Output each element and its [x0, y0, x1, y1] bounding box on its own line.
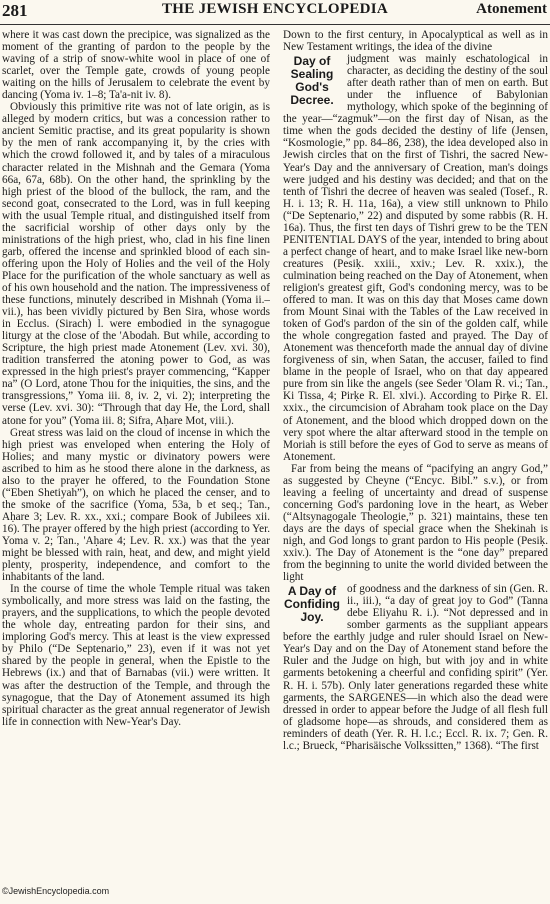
left-column [2, 29, 270, 881]
running-title: THE JEWISH ENCYCLOPEDIA [161, 1, 389, 17]
margin-heading-sealing: Day of Sealing God's Decree. [290, 54, 334, 108]
page-number: 281 [2, 1, 28, 20]
paragraph: Great stress was laid on the cloud of incense in which the high priest was enveloped when entering the Holy of Holies; and many mystic or divinatory powers were ascribed to him as he stood there alone in the darkness, as also to the prayer he offered, to the Foundation Stone (“Eben Shetiyah”), on which he placed the censer, and to the smoke of the sacrifice (Yoma, 53a, b et seq.; Tan., Aḥare 3; Lev. R. xx., xxi.; compare Book of Jubilees xii. 16). The prayer offered by the high priest (according to Yer. Yoma v. 2; Tan., 'Aḥare 4; Lev. R. xx.) was that the year might be blessed with rain, heat, and dew, and might yield plenty, prosperity, independence, and comfort to the inhabitants of the land. [2, 426, 270, 584]
margin-heading-joy: A Day of Confiding Joy. [284, 584, 340, 625]
section-title: Atonement [476, 1, 547, 17]
page-header [0, 0, 550, 25]
paragraph: where it was cast down the precipice, was signalized as the moment of the granting of pardon to the people by the waving of a strip of snow-white wool in place of one of scarlet, over the Temple gate, crowds of young people waiting on the hills of Jerusalem to celebrate the event by dancing (Yoma iv. 1–8; Ta'a-nit iv. 8). [2, 29, 270, 102]
paragraph: In the course of time the whole Temple ritual was taken symbolically, and more stress was laid on the fasting, the prayers, and the supplications, to which the people devoted the whole day, entreating pardon for their sins, and imploring God's mercy. This at least is the view expressed by Philo (“De Septenario,” 23), even if it was not yet shared by the people in general, when the Epistle to the Hebrews (ix.) and that of Barnabas (vii.) were written. It was after the destruction of the Temple, and through the synagogue, that the Day of Atonement assumed its high spiritual character as the great annual regenerator of Jewish life in connection with New-Year's Day. [2, 583, 270, 728]
paragraph: Obviously this primitive rite was not of late origin, as is alleged by modern critics, but was a concession rather to ancient Semitic practise, and its great popularity is shown by the men of rank accompanying it, by the cries with which the crowd followed it, and by tales of a miraculous character related in the Mishnah and the Gemara (Yoma 66a, 67a, 68b). On the other hand, the sprinkling by the high priest of the blood of the bullock, the ram, and the second goat, consecrated to the Lord, was in full keeping with the usual Temple ritual, and distinguished itself from the sacrificial worship of other days only by the ministrations of the high priest, who, clad in his fine linen garb, offered the incense and sprinkled blood of each sin-offering upon the Holy of Holies and the veil of the Holy Place for the purification of the whole sanctuary as well as of his own household and the nation. The impressiveness of these functions, minutely described in Mishnah (Yoma ii.–vii.), has been vividly pictured by Ben Sira, whose words in Ecclus. (Sirach) l. were embodied in the synagogue liturgy at the close of the 'Abodah. But while, according to Scripture, the high priest made Atonement (Lev. xvi. 30), tradition transferred the atoning power to God, as was expressed in the high priest's prayer commencing, “Kapper na” (O Lord, atone Thou for the iniquities, the sins, and the transgressions,” Yoma iii. 8, iv. 2, vi. 2); interpreting the verse (Lev. xvi. 30): “Through that day He, the Lord, shall atone for you” (Yoma iii. 8; Sifra, Aḥare Mot, viii.). [2, 101, 270, 427]
right-column [283, 29, 548, 881]
paragraph: Far from being the means of “pacifying an angry God,” as suggested by Cheyne (“Encyc. Bibl.” s.v.), or from leaving a feeling of uncertainty and dread of suspense concerning God's pardoning love in the heart, as Weber (“Altsynagogale Theologie,” p. 321) maintains, these ten days are the days of special grace when the Shekinah is nigh, and God longs to grant pardon to His people (Pesiḳ. xxiv.). The Day of Atonement is the “one day” prepared from the beginning to unite the world divided between the light [283, 462, 548, 584]
paragraph: of goodness and the darkness of sin (Gen. R. ii., iii.), “a day of great joy to God” (Tanna debe Eliyahu R. i.). “Not depressed and in somber garments as the suppliant appears before the earthly judge and ruler should Israel on New-Year's Day and on the Day of Atonement stand before the Ruler and the Judge on high, but with joy and in white garments betokening a cheerful and confiding spirit” (Yer. R. H. i. 57b). Only later generations regarded these white garments, the SARGENES—in which also the dead were dressed in order to appear before the Judge of all flesh full of gladsome hope—as shrouds, and considered them as reminders of death (Yer. R. H. l.c.; Eccl. R. ix. 7; Gen. R. l.c.; Brueck, “Pharisäische Volkssitten,” 1368). “The first [283, 583, 548, 752]
footer-credit: ©JewishEncyclopedia.com [2, 886, 110, 896]
paragraph: judgment was mainly eschatological in character, as deciding the destiny of the soul after death rather than of men on earth. But under the influence of Babylonian mythology, which spoke of the beginning of the year—“zagmuk”—on the first day of Nisan, as the time when the gods decided the destiny of life (Jensen, “Kosmologie,” pp. 84–86, 238), the idea developed also in Jewish circles that on the first of Tishri, the sacred New-Year's Day and the anniversary of Creation, man's doings were judged and his destiny was decided; and that on the tenth of Tishri the decree of heaven was sealed (Tosef., R. H. i. 13; R. H. 11a, 16a), a view still unknown to Philo (“De Septenario,” 22) and disputed by some rabbis (R. H. 16a). Thus, the first ten days of Tishri grew to be the TEN PENITENTIAL DAYS of the year, intended to bring about a perfect change of heart, and to make Israel like new-born creatures (Pesiḳ. xxiii., xxiv.; Lev. R. xxix.), the culmination being reached on the Day of Atonement, when religion's greatest gift, God's condoning mercy, was to be offered to man. It was on this day that Moses came down from Mount Sinai with the Tables of the Law received in token of God's pardon of the sin of the golden calf, while the whole congregation fasted and prayed. The Day of Atonement was thenceforth made the annual day of divine forgiveness of sin, when Satan, the accuser, failed to find blame in the people of Israel, who on that day appeared pure from sin like the angels (see Seder 'Olam R. vi.; Tan., Ki Tissa, 4; Pirḳe R. El. xlvi.). According to Pirḳe R. El. xxix., the circumcision of Abraham took place on the Day of Atonement, and the blood which dropped down on the very spot where the altar afterward stood in the temple on Moriah is still before the eyes of God to serve as means of Atonement. [283, 53, 548, 463]
paragraph: Down to the first century, in Apocalyptical as well as in New Testament writings, the idea of the divine [283, 29, 548, 54]
